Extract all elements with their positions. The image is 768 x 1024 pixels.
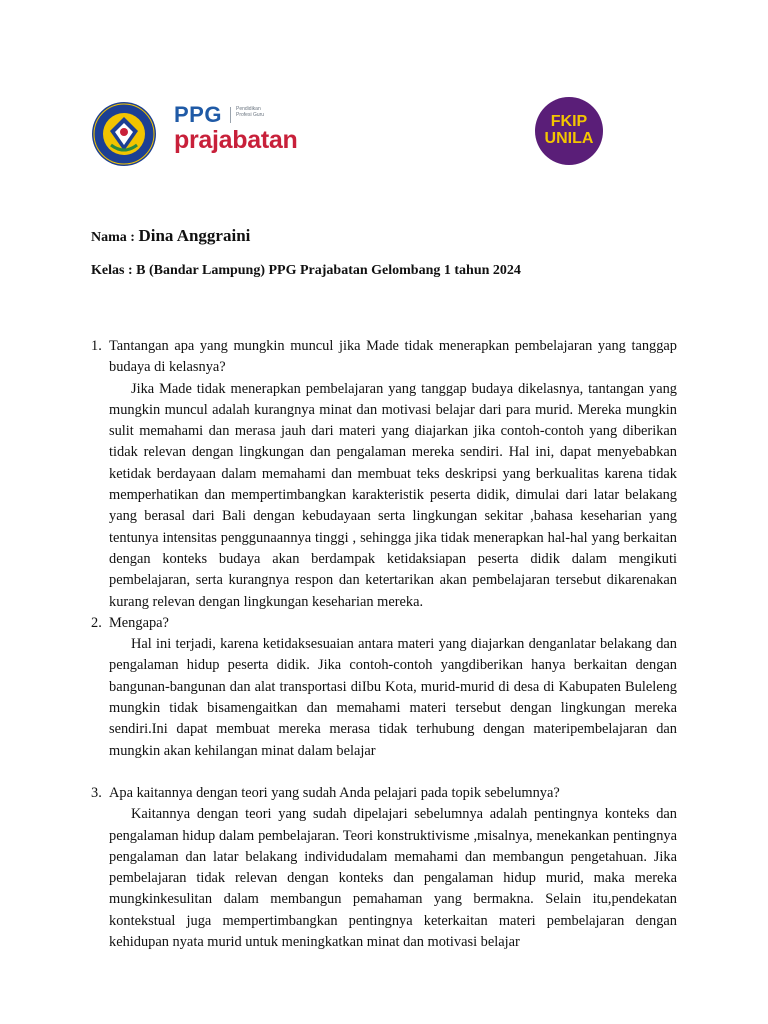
fkip-logo-text: [535, 113, 603, 147]
student-class: Kelas : B (Bandar Lampung) PPG Prajabatan Gelombang 1 tahun 2024: [91, 263, 521, 278]
universitas-lampung-logo: [91, 101, 157, 167]
fkip-logo-line2: UNILA: [544, 130, 594, 147]
qa-answer: Hal ini terjadi, karena ketidaksesuaian antara materi yang diajarkan denganlatar belakang dan pengalaman hidup peserta didik. Jika contoh-contoh yangdiberikan hanya berkaitan dengan bangunan-bangunan dan alat transportasi diIbu Kota, murid-murid di desa di Kabupaten Buleleng mungkin tidak bisamengaitkan dan memahami materi tersebut dengan lingkungan mereka sendiri.Ini dapat membuat mereka merasa tidak terhubung dengan materipembelajaran dan mungkin akan kehilangan minat dalam belajar: [109, 636, 677, 759]
fkip-logo-line1: FKIP: [550, 113, 588, 130]
ppg-logo-top: PPG: [174, 102, 222, 127]
ppg-logo-wordmark: prajabatan: [174, 126, 298, 154]
fkip-unila-logo: [535, 97, 603, 165]
student-name: [91, 226, 250, 246]
qa-number: 2.: [91, 614, 102, 631]
qa-item-2: [91, 613, 677, 762]
student-name-label: Nama :: [91, 230, 139, 245]
qa-list: [91, 336, 677, 953]
student-name-value: Dina Anggraini: [138, 226, 251, 245]
qa-answer: Kaitannya dengan teori yang sudah dipelajari sebelumnya adalah pentingnya konteks dan pengalaman hidup dalam pembelajaran. Teori konstruktivisme ,misalnya, menekankan pentingnya pengalaman dan latar belakang individudalam memahami dan membangun pengetahuan. Jika pembelajaran tidak relevan dengan konteks dan pengalaman hidup murid, maka mereka mungkinkesulitan dalam membangun pemahaman yang bermakna. Selain itu,pendekatan kontekstual juga mempertimbangkan pentingnya keterkaitan materi pembelajaran dengan kehidupan nyata murid untuk meningkatkan minat dan motivasi belajar: [109, 806, 677, 951]
qa-question: Mengapa?: [109, 614, 169, 631]
ppg-prajabatan-logo: [174, 104, 324, 156]
ppg-logo-divider: [230, 107, 231, 123]
qa-number: 1.: [91, 338, 102, 354]
qa-question: Tantangan apa yang mungkin muncul jika Made tidak menerapkan pembelajaran yang tanggap budaya di kelasnya?: [109, 338, 677, 376]
qa-item-3: [91, 783, 677, 953]
qa-item-1: [91, 336, 677, 613]
qa-number: 3.: [91, 784, 102, 801]
paragraph-gap: [91, 762, 677, 783]
qa-question: Apa kaitannya dengan teori yang sudah Anda pelajari pada topik sebelumnya?: [109, 784, 560, 801]
ppg-logo-subtitle: Pendidikan Profesi Guru: [236, 106, 265, 118]
qa-answer: Jika Made tidak menerapkan pembelajaran yang tanggap budaya dikelasnya, tantangan yang mungkin muncul adalah kurangnya minat dan motivasi belajar dari para murid. Mereka mungkin sulit memahami dan merasa jauh dari materi yang diajarkan jika contoh-contoh yang diberikan tidak relevan dengan lingkungan dan pengalaman mereka sendiri. Hal ini, dapat menyebabkan ketidak berdayaan dalam memahami dan membuat teks deskripsi yang berkualitas karena tidak memperhatikan dan mempertimbangkan karakteristik peserta didik, dimulai dari latar belakang yang berasal dari Bali dengan kebudayaan serta lingkungan sekitar ,bahasa keseharian yang tentunya intensitas penggunaannya tinggi , sehingga jika tidak menerapkan hal-hal yang berkaitan dengan konteks budaya akan berdampak ketidaksiapan peserta didik dalam mengikuti pembelajaran, serta kurangnya respon dan ketertarikan akan pembelajaran tersebut dikarenakan kurang relevan dengan lingkungan keseharian mereka.: [109, 380, 677, 610]
